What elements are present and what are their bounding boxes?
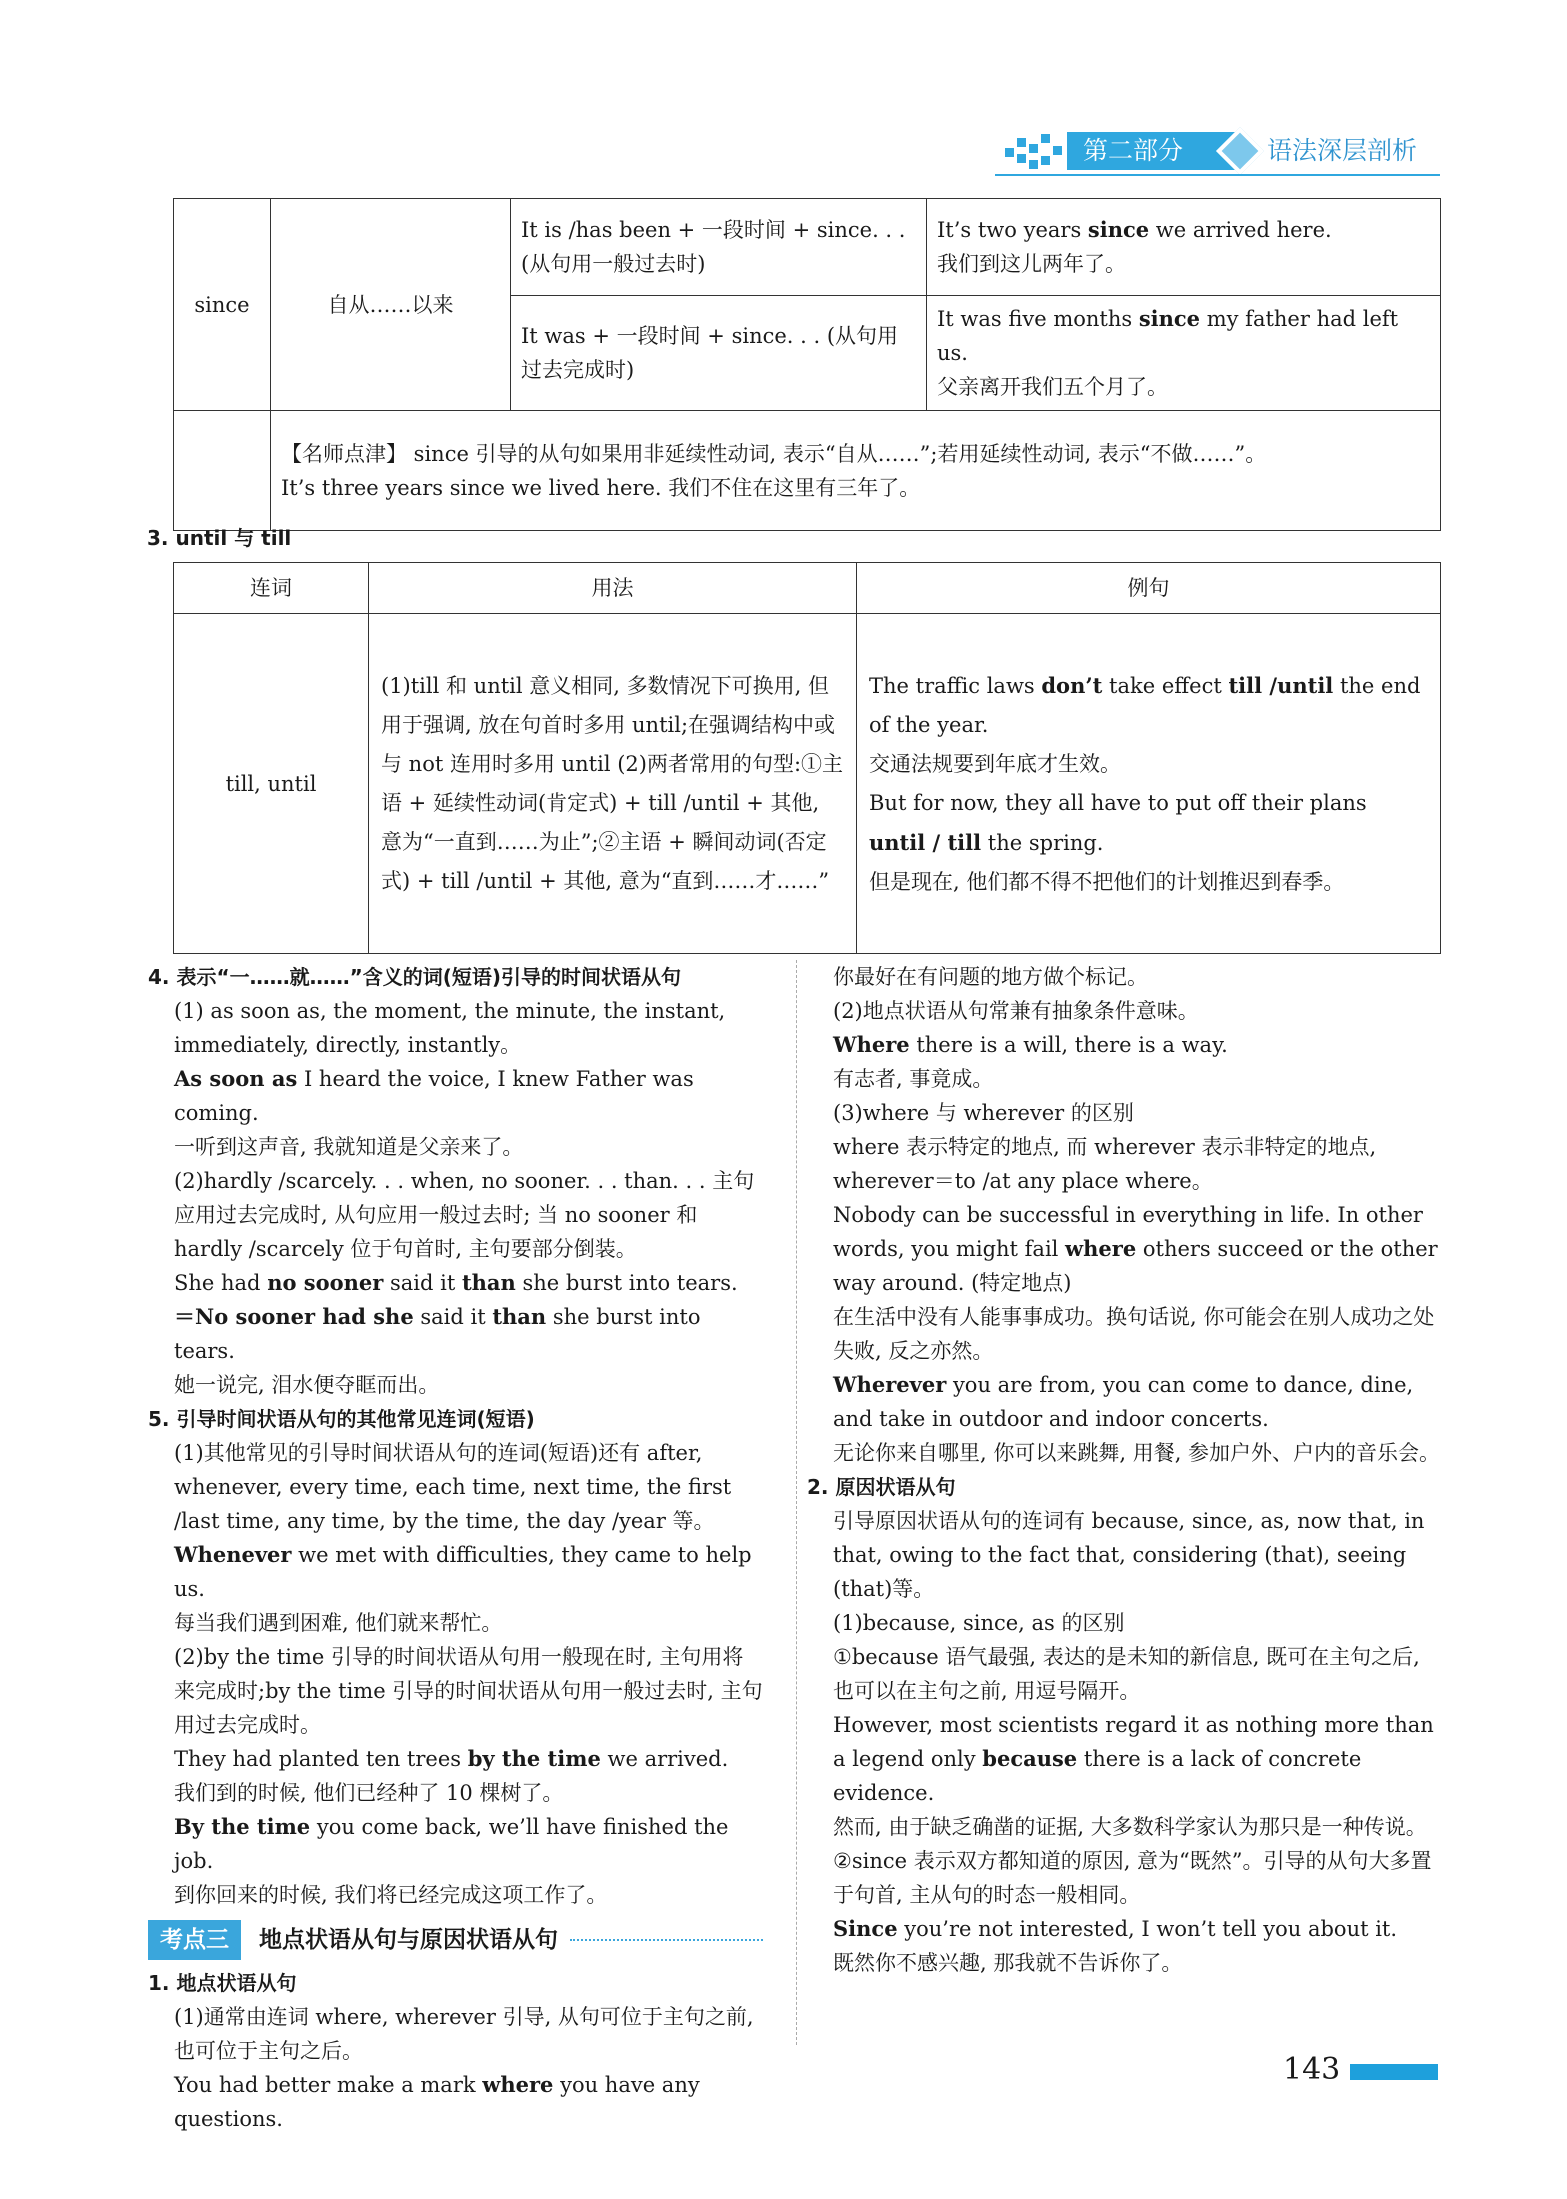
key-point-title: 地点状语从句与原因状语从句 xyxy=(259,1927,558,1953)
conjunction-cell: till, until xyxy=(174,614,369,954)
subject-label: 语法深层剖析 xyxy=(1267,136,1418,165)
heading-reason-clause: 2. 原因状语从句 xyxy=(807,1475,956,1499)
heading-place-clause: 1. 地点状语从句 xyxy=(148,1971,297,1995)
section-heading: 3. until 与 till xyxy=(147,526,292,550)
pixel-logo-icon xyxy=(1005,134,1075,170)
example-cell: It was five months since my father had left us. 父亲离开我们五个月了。 xyxy=(927,296,1441,411)
page-header xyxy=(995,128,1440,176)
teacher-tip: 【名师点津】 since 引导的从句如果用非延续性动词, 表示“自从……”;若用延续性动词, 表示“不做……”。 It’s three years since we lived here. 我们不住在这里有三年了。 xyxy=(271,411,1441,531)
usage-cell: (1)till 和 until 意义相同, 多数情况下可换用, 但用于强调, 放在句首时多用 until;在强调结构中或与 not 连用时多用 until (2)两者常用的句型:①主语 + 延续性动词(肯定式) + till /until + 其他, 意为“一直到……为止”;②主语 + 瞬间动词(否定式) + till /until + 其他, 意为“直到……才……” xyxy=(369,614,857,954)
header-usage: 用法 xyxy=(369,563,857,614)
conjunction-cell: since xyxy=(174,199,271,411)
key-point-banner xyxy=(148,1920,763,1960)
example-cell: It’s two years since we arrived here. 我们到这儿两年了。 xyxy=(927,199,1441,296)
heading-5: 5. 引导时间状语从句的其他常见连词(短语) xyxy=(148,1407,535,1431)
header-rule xyxy=(995,174,1440,176)
heading-4: 4. 表示“一……就……”含义的词(短语)引导的时间状语从句 xyxy=(148,965,682,989)
header-conjunction: 连词 xyxy=(174,563,369,614)
meaning-cell: 自从……以来 xyxy=(271,199,511,411)
part-label: 第二部分 xyxy=(1067,132,1237,170)
column-divider xyxy=(796,960,797,2045)
left-column: 4. 表示“一……就……”含义的词(短语)引导的时间状语从句 (1) as soon as, the moment, the minute, the instant, immediately, directly, instantly。 As soon as I heard the voice, I knew Father was coming. 一听到这声音, 我就知道是父亲来了。 (2)hardly /scarcely. . . when, no sooner. . . than. . . 主句应用过去完成时, 从句应用一般过去时; 当 no sooner 和 hardly /scarcely 位于句首时, 主句要部分倒装。 She had no sooner said it than she burst into tears. ＝No sooner had she said it than she burst into tears. 她一说完, 泪水便夺眶而出。 5. 引导时间状语从句的其他常见连词(短语) (1)其他常见的引导时间状语从句的连词(短语)还有 after, whenever, every time, each time, next time, the first /last time, any time, by the time, the day /year 等。 Whenever we met with difficulties, they came to help us. 每当我们遇到困难, 他们就来帮忙。 (2)by the time 引导的时间状语从句用一般现在时, 主句用将来完成时;by the time 引导的时间状语从句用一般过去时, 主句用过去完成时。 They had planted ten trees by the time we arrived. 我们到的时候, 他们已经种了 10 棵树了。 By the time you come back, we’ll have finished the job. 到你回来的时候, 我们将已经完成这项工作了。 考点三 地点状语从句与原因状语从句 1. 地点状语从句 (1)通常由连词 where, wherever 引导, 从句可位于主句之前, 也可位于主句之后。 You had better make a mark where you have any questions. xyxy=(148,960,763,2136)
right-column: 你最好在有问题的地方做个标记。 (2)地点状语从句常兼有抽象条件意味。 Where there is a will, there is a way. 有志者, 事竟成。 (3)where 与 wherever 的区别 where 表示特定的地点, 而 wherever 表示非特定的地点, wherever＝to /at any place where。 Nobody can be successful in everything in life. In other words, you might fail where others succeed or the other way around. (特定地点) 在生活中没有人能事事成功。换句话说, 你可能会在别人成功之处失败, 反之亦然。 Wherever you are from, you can come to dance, dine, and take in outdoor and indoor concerts. 无论你来自哪里, 你可以来跳舞, 用餐, 参加户外、户内的音乐会。 2. 原因状语从句 引导原因状语从句的连词有 because, since, as, now that, in that, owing to the fact that, considering (that), seeing (that)等。 (1)because, since, as 的区别 ①because 语气最强, 表达的是未知的新信息, 既可在主句之后, 也可以在主句之前, 用逗号隔开。 However, most scientists regard it as nothing more than a legend only because there is a lack of concrete evidence. 然而, 由于缺乏确凿的证据, 大多数科学家认为那只是一种传说。 ②since 表示双方都知道的原因, 意为“既然”。引导的从句大多置于句首, 主从句的时态一般相同。 Since you’re not interested, I won’t tell you about it. 既然你不感兴趣, 那我就不告诉你了。 xyxy=(833,960,1443,1980)
page-number: 143 xyxy=(1283,2052,1341,2087)
page-number-bar xyxy=(1350,2064,1438,2080)
usage-cell: It was + 一段时间 + since. . . (从句用过去完成时) xyxy=(511,296,927,411)
example-cell: The traffic laws don’t take effect till /until the end of the year. 交通法规要到年底才生效。 But for now, they all have to put off their plans until / till the spring. 但是现在, 他们都不得不把他们的计划推迟到春季。 xyxy=(857,614,1441,954)
usage-cell: It is /has been + 一段时间 + since. . . (从句用一般过去时) xyxy=(511,199,927,296)
key-point-tag: 考点三 xyxy=(148,1920,241,1960)
until-till-table xyxy=(173,562,1441,954)
since-table xyxy=(173,198,1441,531)
header-example: 例句 xyxy=(857,563,1441,614)
